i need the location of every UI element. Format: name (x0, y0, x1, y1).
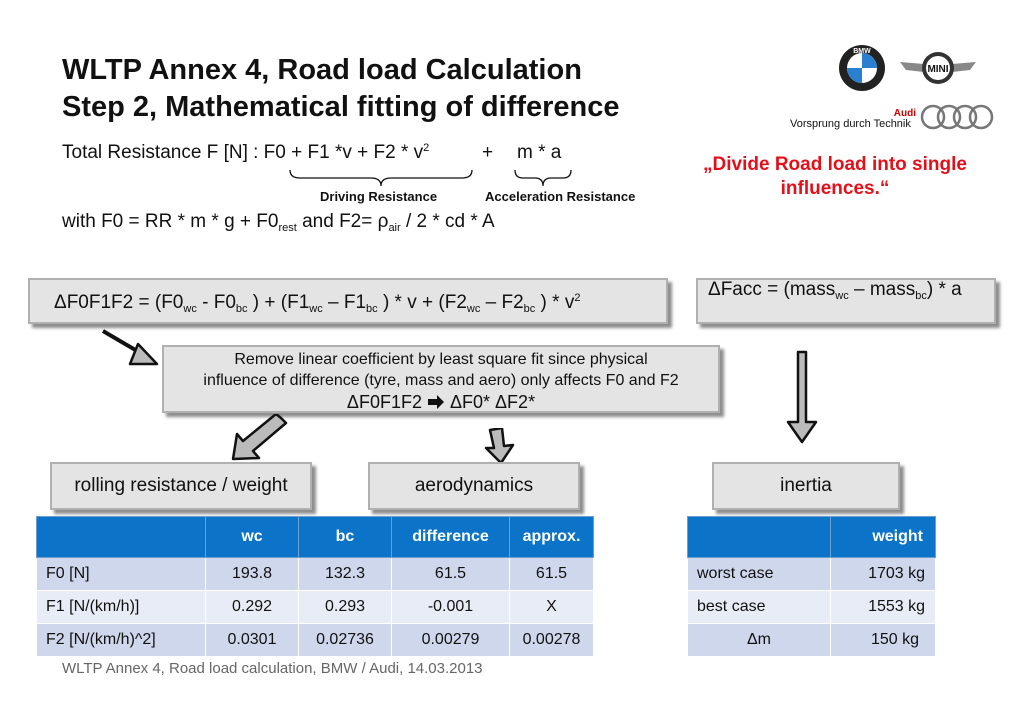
audi-rings-logo (920, 103, 996, 131)
table-cell: -0.001 (392, 591, 510, 624)
svg-text:MINI: MINI (927, 64, 949, 75)
table-header-row (37, 517, 594, 558)
table-row (688, 591, 936, 624)
svg-text:BMW: BMW (853, 48, 871, 55)
arrow-down-right-icon (100, 328, 162, 370)
table-cell: X (510, 591, 594, 624)
rolling-resistance-box: rolling resistance / weight (50, 462, 312, 510)
arrow-down-icon (784, 350, 820, 446)
arrow-down-left-icon (228, 414, 288, 462)
table-cell: 0.292 (206, 591, 299, 624)
mini-logo (898, 50, 978, 86)
table-cell: F2 [N/(km/h)^2] (37, 624, 206, 657)
title-line-2: Step 2, Mathematical fitting of difference (62, 91, 620, 123)
delta-f0f1f2-formula: $\Delta F0F1F2 = (F0_{wc} - F0_{bc}$ ) + ($F1_{wc} - F1_{bc}$ ) * $v + (F2_{wc} - F2_{bc}$ ) * $v^2$ (54, 292, 581, 315)
table-row (37, 624, 594, 657)
table-header-row (688, 517, 936, 558)
table-cell: Δm (688, 624, 831, 657)
table-header-cell: weight (831, 517, 936, 558)
table-header-cell: approx. (510, 517, 594, 558)
table-cell: 193.8 (206, 558, 299, 591)
inertia-box: inertia (712, 462, 900, 510)
mass-times-accel: m * a (517, 142, 562, 163)
table-cell: 150 kg (831, 624, 936, 657)
table-cell: worst case (688, 558, 831, 591)
table-cell: 0.00278 (510, 624, 594, 657)
audi-slogan: Vorsprung durch Technik (790, 118, 911, 130)
table-row (688, 624, 936, 657)
table-cell: 0.00279 (392, 624, 510, 657)
accel-brace (513, 168, 573, 188)
right-arrow-icon (427, 395, 445, 409)
table-header-cell: bc (299, 517, 392, 558)
table-cell: F1 [N/(km/h)] (37, 591, 206, 624)
table-header-cell: wc (206, 517, 299, 558)
delta-f0f1f2-box (28, 278, 668, 324)
coefficient-table (36, 516, 594, 657)
footer-text: WLTP Annex 4, Road load calculation, BMW / Audi, 14.03.2013 (62, 660, 483, 677)
table-row (688, 558, 936, 591)
table-row (37, 558, 594, 591)
total-resistance-formula: Total Resistance F [N] : F0 + F1 $*v + F2 * v^2$ (62, 142, 430, 163)
table-cell: 0.293 (299, 591, 392, 624)
table-cell: 61.5 (392, 558, 510, 591)
delta-facc-formula: ΔFacc = (mass$_{wc}$ – mass$_{bc}$) * a (708, 279, 962, 302)
table-cell: 61.5 (510, 558, 594, 591)
table-header-cell (37, 517, 206, 558)
remove-box-line-1: Remove linear coefficient by least square fit since physical (234, 351, 648, 368)
arrow-down-small-icon (482, 428, 516, 466)
table-cell: 1703 kg (831, 558, 936, 591)
coefficient-definition: with F0 = RR * $m * g + F0_{rest}$ and $F2= \rho_{air} / 2$ * cd * A (62, 211, 495, 234)
table-cell: 0.0301 (206, 624, 299, 657)
table-cell: 1553 kg (831, 591, 936, 624)
driving-resistance-label: Driving Resistance (320, 189, 438, 204)
audi-name: Audi (893, 108, 916, 119)
title-line-1: WLTP Annex 4, Road load Calculation (62, 54, 582, 86)
delta-facc-box (696, 278, 996, 324)
bmw-logo (838, 44, 886, 92)
weight-table (687, 516, 936, 657)
table-cell: 0.02736 (299, 624, 392, 657)
driving-brace (288, 168, 474, 188)
divide-road-load-quote: „Divide Road load into single influences.“ (703, 154, 967, 199)
remove-box-line-2: influence of difference (tyre, mass and aero) only affects F0 and F2 (203, 372, 679, 389)
table-header-cell (688, 517, 831, 558)
table-cell: F0 [N] (37, 558, 206, 591)
acceleration-resistance-label: Acceleration Resistance (485, 189, 636, 204)
aerodynamics-box: aerodynamics (368, 462, 580, 510)
plus-sign: + (482, 142, 494, 163)
table-row (37, 591, 594, 624)
table-cell: 132.3 (299, 558, 392, 591)
page-title (62, 52, 620, 126)
table-cell: best case (688, 591, 831, 624)
table-header-cell: difference (392, 517, 510, 558)
remove-linear-coefficient-box (162, 345, 720, 413)
remove-box-line-3: ΔF0F1F2 ΔF0* ΔF2* (346, 392, 536, 412)
